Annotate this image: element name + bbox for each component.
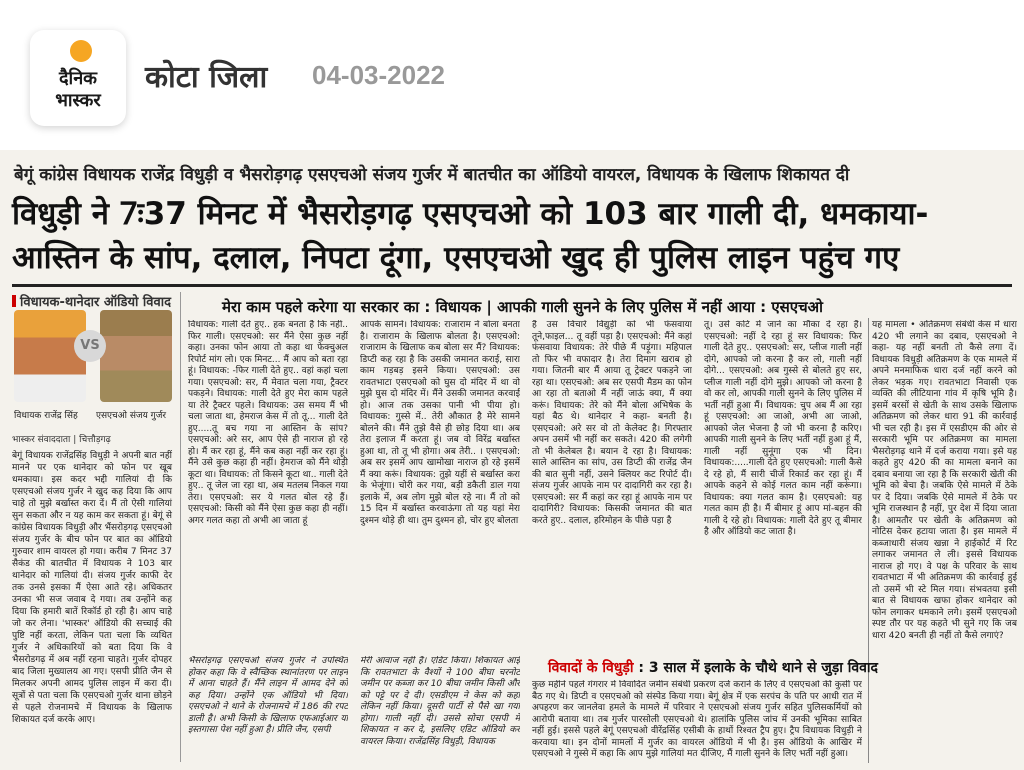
dispute-box-title [548,658,878,677]
transcript-column-1: विधायक: गाली देते हुए.. हक बनता है कि नहीं.. फिर गाली। एसएचओ: सर मैंने ऐसा कुछ नहीं कहा। उनका फोन आया तो कहा था फेक्चुअल रिपोर्ट मांग लो। एक मिनट... मैं आप को बता रहा हूं। विधायक: -फिर गाली देते हुए.. वहां कहां चला गया। एसएचओ: सर, मैं मेवात चला गया, ट्रैक्टर पकड़ने। विधायक: गाली देते हुए मेरा काम पहले या तेरे ट्रैक्टर पहले। विधायक: उस समय मैं भी चला जाता था, हेमराज केस में तो तू... गाली देते हुए.....तू बच गया ना आस्तिन के सांप? एसएचओ: अरे सर, आप ऐसे ही नाराज हो रहे हो। मैं कर रहा हूं, मैंने कब कहा नहीं कर रहा हूं। मैंने उसे कुछ कहा ही नहीं। हेमराज को मैंने थोड़ी कूटा था। विधायक: तो किसने कूटा था.. गाली देते हुए.. तू जेल जा रहा था, अब मतलब निकल गया तेरा। एसएचओ: सर ये गलत बोल रहे हैं। एसएचओ: किसी को मैंने ऐसा कुछ कहा ही नहीं। अगर गलत कहा तो अभी आ जाता हूं [188,320,348,526]
app-header [0,0,1024,145]
transcript-subhead: मेरा काम पहले करेगा या सरकार का : विधायक | आपकी गाली सुनने के लिए पुलिस में नहीं आया : एसएचओ [222,298,823,316]
sidebar-body-text: बेगूं विधायक राजेंद्रसिंह विधुड़ी ने अपनी बात नहीं मानने पर एक थानेदार को फोन पर खूब धमकाया। इस कदर भद्दी गालियां दी कि एसएचओ संजय गुर्जर ने खुद कह दिया कि आप चाहे तो मुझे बर्खास्त करा दें। मैं तो ऐसी गालियां सुन सकता और न यह काम कर सकता हूं। बेगूं से कांग्रेस विधायक विधुड़ी और भैंसरोड़गढ़ एसएचओ संजय गुर्जर के बीच फोन पर बात का ऑडियो गुरुवार शाम वायरल हो गया। करीब 7 मिनट 37 सैकंड की बातचीत में विधायक ने 103 बार थानेदार को गालियां दी। संजय गुर्जर काफी देर तक उनसे इसका मैं ऐसा आते रहे। अधिकतर उनका भी सज जवाब दे गया। तब उन्होंने कह दिया कि हमारी बातें रिकॉर्ड हो रही है। आप चाहे जो कर लेना। 'भास्कर' ऑडियो की सच्चाई की पुष्टि नहीं करता, लेकिन पता चला कि व्यथित गुर्जर ने अधिकारियों को बता दिया कि वे भैसरोडगढ़ में अब नहीं रहना चाहते। गुर्जर दोपहर बाद जिला मुख्यालय आ गए। एसपी प्रीति जैन से मिलकर अपनी आमद पुलिस लाइन में करा दी। सूत्रों से पता चला कि एसएचओ गुर्जर थाना छोड़ने से पहले रोजनामचे में विधायक के खिलाफ शिकायत दर्ज करके आए। [12,451,172,725]
edition-city: कोटा जिला [145,60,268,95]
case-background-column: यह मामला • अतिक्रमण संबंधी केस में धारा 420 भी लगाने का दबाव, एसएचओ ने कहा- यह नहीं बनती तो कैसे लगा दें। विधायक विधुड़ी अतिक्रमण के एक मामले में अपने मनमाफिक धारा दर्ज नहीं करने को लेकर भड़क गए। रावतभाटा निवासी एक व्यक्ति की लीटियाना गांव में कृषि भूमि है। इसमें बरसों से खेती के साथ उसके खिलाफ अतिक्रमण को लेकर धारा 91 की कार्रवाई भी चल रही है। इस में एसडीएम की ओर से सरकारी भूमि पर अतिक्रमण का मामला भैसरोड़गढ़ थाने में दर्ज कराया गया। इसे यह कहते हुए 420 की का मामला बनाने का दबाव बनाया जा रहा है कि सरकारी खेती की भूमि को बेचा है। जबकि ऐसे मामले में ठेके पर दे दिया। जबकि ऐसे मामले में ठेके पर भूमि राजस्थान है नहीं, पुर देश में दिया जाता है। आमतौर पर खेती के अतिक्रमण को नोटिस देकर हटाया जाता है। इस मामले में कब्जाधारी संजय खन्ना ने हाईकोर्ट में रिट लगाकर जमानत ले ली। इससे विधायक नाराज हो गए। वे पक्ष के परिवार के साथ रावतभाटा में भी अतिक्रमण की कार्रवाई हुई तो उसमें भी स्टे मिल गया। संभवतया इसी बात से विधायक खफा होकर थानेदार को फोन लगाकर धमकाने लगे। इसमें एसएचओ स्पष्ट तौर पर यह कहते भी सुने गए कि जब धारा 420 बनती ही नहीं तो कैसे लगाएं? [872,320,1017,641]
vs-badge: VS [74,330,106,362]
byline: भास्कर संवाददाता | चित्तौड़गढ़ [12,435,111,445]
logo-text-line1: दैनिक [58,68,98,89]
dispute-title-rest: : 3 साल में इलाके के चौथे थाने से जुड़ा विवाद [638,660,878,676]
transcript-column-3: है उस विचारे विद्युड़ी को भी फंसवाया तूने,फाइल... तू वहीं पड़ा है। एसएचओ: मैंने कहां फंसवाया विधायक: तेरे पीछे मैं पड़ूंगा। महिपाल तो फिर भी वफादार है। तेरा दिमाग खराब हो गया। जितनी बार मैं आया तू ट्रेक्टर पकड़ने जा रहा था। एसएचओ: अब सर एसपी मैडम का फोन आ रहा तो बताओ मैं नहीं जाऊं क्या, मैं क्या करूं। विधायक: तेरे को मैंने बोला अभिषेक के यहां बैठ थे। थानेदार ने कहा- बनती है। एसएचओ: अरे सर वो तो केलेक्ट है। गिरफ्तार अपन उसमें भी नहीं कर सकते। 420 की लगेगी तो भी केलेबल है। बयान दे रहा है। विधायक: साले आस्तिन का सांप, उस डिप्टी की राजेंद्र जैन की बात सुनी नहीं, उसने क्लियर कट रिपोर्ट दी। संजय गुर्जर आपके नाम पर दादागिरी कर रहा है। एसएचओ: सर मैं कहां कर रहा हूं आपके नाम पर दादागिरी? विधायक: किसकी जमानत की बात करते हुए.. दलाल, हरिमोहन के पीछे पड़ा है [532,320,692,526]
headline-rule [12,284,1012,287]
dispute-box-body: कुछ महीने पहले गंगरार में विवादित जमीन संबंधी प्रकरण दर्ज कराने के लिए वे एसएचओ की कुर्सी पर बैठ गए थे। डिप्टी व एसएचओ को संस्पेड किया गया। बेगूं क्षेत्र में एक सरपंच के पति पर आधी रात में अपहरण कर जानलेवा हमले के मामले में परिवार ने एसएचओ संजय गुर्जर सहित पुलिसकर्मियों को आरोपी बताया था। तब गुर्जर पारसोली एसएचओ थे। हालांकि पुलिस जांच में उनकी भूमिका साबित नहीं हुई। इससे पहले बेगूं एसएचओ वीरेंद्रसिंह एसीबी के हाथों रिश्वत ट्रैप हुए। ट्रैप विधायक विधुड़ी ने करवाया था। इन दोनों मामलों में गुर्जर का वायरल ऑडियो में भी है। इस ऑडियो के आखिर में एसएचओ ने गुस्से में कहा कि आप मुझे गालियां मत दीजिए, मैं गाली सुनने के लिए भर्ती नहीं हुआ। [532,680,862,759]
sho-caption: एसएचओ संजय गुर्जर [96,411,167,421]
article-kicker: बेगूं कांग्रेस विधायक राजेंद्र विधुड़ी व भैसरोड़गढ़ एसएचओ संजय गुर्जर में बातचीत का ऑडियो वायरल, विधायक के खिलाफ शिकायत दी [14,165,850,185]
sp-statement: भैसरोड़गढ़ एसएचओ संजय गुर्जर ने उपस्थित होकर कहा कि वे स्वैच्छिक स्थानांतरण पर लाइन में आना चाहते हैं। मैंने लाइन में आमद देने को कह दिया। उन्होंने एक ऑडियो भी दिया। एसएचओ ने थाने के रोजनामचे में 186 की रपट डाली है। अभी किसी के खिलाफ एफआईआर या इस्तगासा पेश नहीं हुआ है। प्रीति जैन, एसपी [188,656,348,735]
logo-text-line2: भास्कर [55,90,101,111]
dispute-title-red: विवादों के विधुड़ी [548,660,634,676]
sun-icon [70,40,92,62]
column-divider [180,292,181,762]
mla-caption: विधायक राजेंद्र सिंह [14,411,78,421]
mla-photo [14,310,86,402]
sidebar-title [12,292,171,310]
article-headline: विधुड़ी ने 7ः37 मिनट में भैसरोड़गढ़ एसएचओ को 103 बार गाली दी, धमकाया- आस्तिन के सांप, दलाल, निपटा दूंगा, एसएचओ खुद ही पुलिस लाइन पहुंच गए [12,196,929,276]
transcript-column-4: तू। उसे कोर्ट में जाने का मौका दे रहा है। एसएचओ: नहीं दे रहा हूं सर विधायक: फिर गाली देते हुए.. एसएचओ: सर, प्लीज गाली नहीं दोगे, आपको जो करना है कर लो, गाली नहीं दोगे... एसएचओ: अब गुस्से से बोलते हुए सर, प्लीज गाली नहीं दोगे मुझे। आपको जो करना है वो कर लो, आपकी गाली सुनने के लिए पुलिस में भर्ती नहीं हुआ मैं। विधायक: चुप अब मैं आ रहा हूं एसएचओ: आ जाओ, अभी आ जाओ, आपको जेल भेजना है जो भी करना है करिए। आपकी गाली सुनने के लिए भर्ती नहीं हुआ हूं मैं, गाली नहीं सुनूंगा एक भी दिन। विधायक:.....गाली देते हुए एसएचओ: गाली कैसे दे रहे हो, मैं सारी चीजें रिकार्ड कर रहा हूं। मैं आपके कहने से कोई गलत काम नहीं करूंगा। विधायक: क्या गलत काम है। एसएचओ: यह गलत काम ही है। मैं बीमार हूं आप मां-बहन की गाली दे रहे हो। विधायक: गाली देते हुए तू बीमार है और ऑडियो कट जाता है। [704,320,862,537]
sho-photo [100,310,172,402]
sidebar-title-text: विधायक-थानेदार ऑडियो विवाद [20,295,172,310]
column-divider [868,318,869,763]
accent-bar [12,295,16,307]
edition-date: 04-03-2022 [312,60,445,90]
dainik-bhaskar-logo[interactable] [30,30,126,126]
transcript-column-2: आपके सामने। विधायक: राजाराम ने बोला बनता है। राजाराम के खिलाफ बोलता है। एसएचओ: राजाराम के खिलाफ कब बोला सर मैं? विधायक: डिप्टी कह रहा है कि उसकी जमानत कराई, सारा काम गड़बड़ इसने किया। एसएचओ: उस रावतभाटा एसएचओ को घुस दो मंदिर में था वो मुझे घुस दो मंदिर में। मैंने उसकी जमानत करवाई हो। आज तक उसका पानी भी पीया हो। विधायक: गुस्से में.. तेरी औकात है मेरे सामने बोलने की। मैंने तुझे वैसे ही छोड़ दिया था। अब तेरा इलाज मैं करता हूं। जब वो विरेंद्र बर्खास्त हुआ था, तो तू भी होगा। अब तेरी.. । एसएचओ: अब सर इसमें आप खामोखा नाराज हो रहे इसमें मैं क्या करूं। विधायक: तुझे यहीं से बर्खास्त करा के भेजूंगा। चोरी कर गया, बड़ी डकैती डाल गया इलाके में, अब लोग मुझे बोल रहे ना। मैं तो को 15 दिन में बर्खास्त करवाऊंगा तो यह यहां मेरा दुश्मन थोड़े ही था। तुम दुश्मन हो, चोर हुए बोलता [360,320,520,526]
mla-statement: मेरी आवाज नहीं है। एडिट किया। शिकायत आई कि रावतभाटा के वैश्यों ने 100 बीघा चरनोट जमीन पर कब्जा कर 10 बीघा जमीन किसी और को पट्टे पर दे दी। एसडीएम ने केस को कहा लेकिन नहीं किया। दूसरी पार्टी से पैसे खा गया होगा। गाली नहीं दी। उससे सोचा एसपी में शिकायत न कर दे, इसलिए एडिट ऑडियो कर वायरल किया। राजेंद्रसिंह विधुड़ी, विधायक [360,656,520,747]
